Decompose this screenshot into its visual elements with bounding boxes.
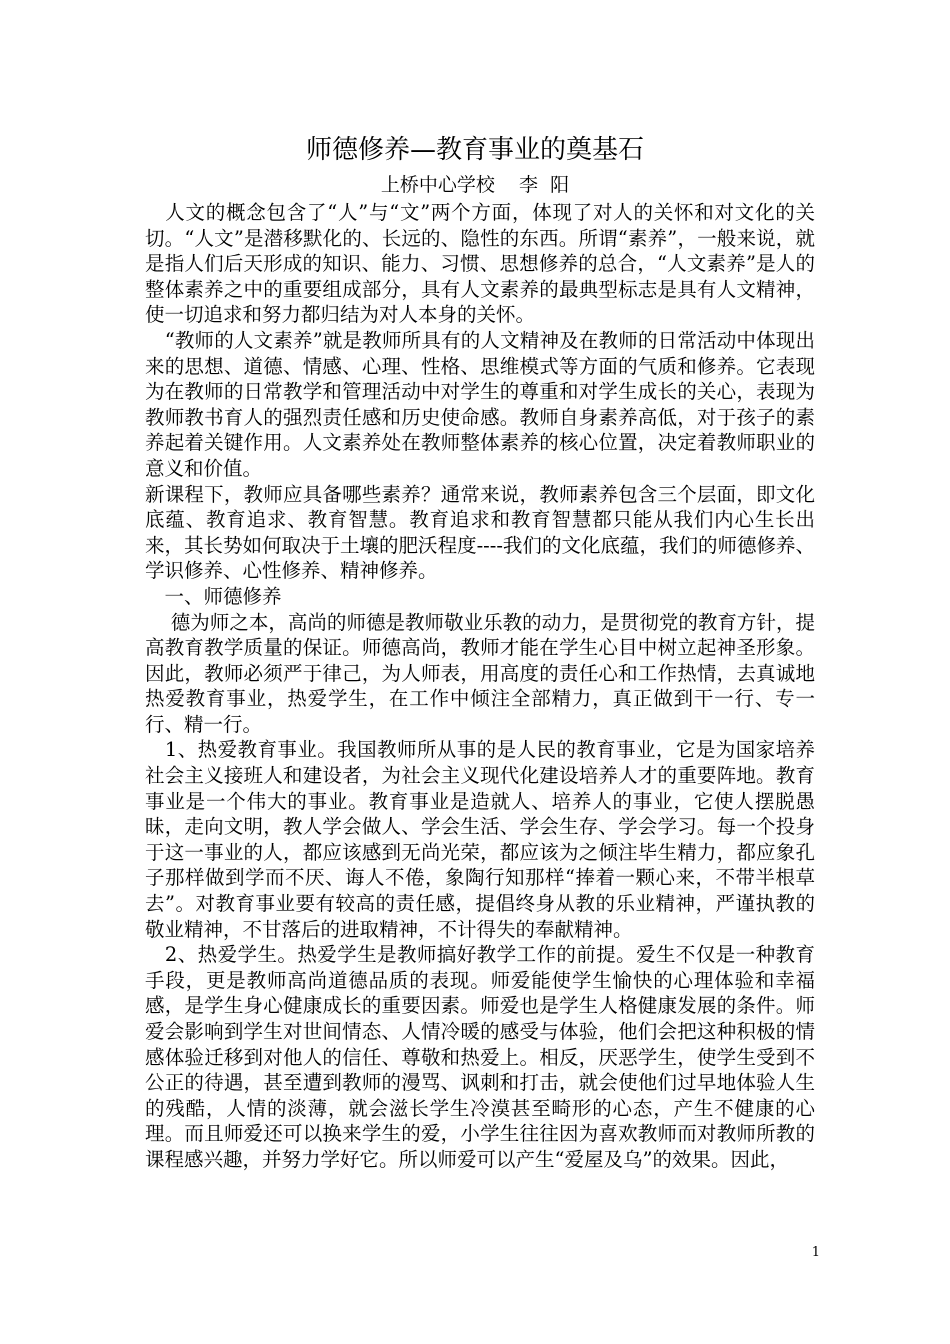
section-heading: 一、师德修养 bbox=[145, 584, 282, 608]
paragraph: 新课程下，教师应具备哪些素养？通常来说，教师素养包含三个层面，即文化底蕴、教育追求、教育智慧。教育追求和教育智慧都只能从我们内心生长出来，其长势如何取决于土壤的肥沃程度----我们的文化底蕴，我们的师德修养、学识修养、心性修养、精神修养。 bbox=[145, 482, 815, 583]
document-title: 师德修养—教育事业的奠基石 bbox=[305, 135, 644, 165]
document-body bbox=[145, 200, 815, 1173]
author-line: 上桥中心学校 李 阳 bbox=[380, 174, 570, 196]
page-number: 1 bbox=[811, 1245, 820, 1260]
paragraph: 德为师之本，高尚的师德是教师敬业乐教的动力，是贯彻党的教育方针，提高教育教学质量的保证。师德高尚，教师才能在学生心目中树立起神圣形象。因此，教师必须严于律己，为人师表，用高度的责任心和工作热情，去真诚地热爱教育事业，热爱学生，在工作中倾注全部精力，真正做到干一行、专一行、精一行。 bbox=[145, 610, 815, 736]
paragraph: 人文的概念包含了“人”与“文”两个方面，体现了对人的关怀和对文化的关切。“人文”是潜移默化的、长远的、隐性的东西。所谓“素养”，一般来说，就是指人们后天形成的知识、能力、习惯、思想修养的总合，“人文素养”是人的整体素养之中的重要组成部分，具有人文素养的最典型标志是具有人文精神，使一切追求和努力都归结为对人本身的关怀。 bbox=[145, 201, 815, 327]
paragraph: 1、热爱教育事业。我国教师所从事的是人民的教育事业，它是为国家培养社会主义接班人和建设者，为社会主义现代化建设培养人才的重要阵地。教育事业是一个伟大的事业。教育事业是造就人、培养人的事业，它使人摆脱愚昧，走向文明，教人学会做人、学会生活、学会生存、学会学习。每一个投身于这一事业的人，都应该感到无尚光荣，都应该为之倾注毕生精力，都应象孔子那样做到学而不厌、诲人不倦，象陶行知那样“捧着一颗心来，不带半根草去”。对教育事业要有较高的责任感，提倡终身从教的乐业精神，严谨执教的敬业精神，不甘落后的进取精神，不计得失的奉献精神。 bbox=[145, 738, 815, 941]
paragraph: “教师的人文素养”就是教师所具有的人文精神及在教师的日常活动中体现出来的思想、道德、情感、心理、性格、思维模式等方面的气质和修养。它表现为在教师的日常教学和管理活动中对学生的尊重和对学生成长的关心，表现为教师教书育人的强烈责任感和历史使命感。教师自身素养高低，对于孩子的素养起着关键作用。人文素养处在教师整体素养的核心位置，决定着教师职业的意义和价值。 bbox=[145, 328, 815, 480]
paragraph: 2、热爱学生。热爱学生是教师搞好教学工作的前提。爱生不仅是一种教育手段，更是教师高尚道德品质的表现。师爱能使学生愉快的心理体验和幸福感，是学生身心健康成长的重要因素。师爱也是学生人格健康发展的条件。师爱会影响到学生对世间情态、人情冷暖的感受与体验，他们会把这种积极的情感体验迁移到对他人的信任、尊敬和热爱上。相反，厌恶学生，使学生受到不公正的待遇，甚至遭到教师的漫骂、讽刺和打击，就会使他们过早地体验人生的残酷，人情的淡薄，就会滋长学生冷漠甚至畸形的心态，产生不健康的心理。而且师爱还可以换来学生的爱，小学生往往因为喜欢教师而对教师所教的课程感兴趣，并努力学好它。所以师爱可以产生“爱屋及乌”的效果。因此， bbox=[145, 943, 815, 1171]
